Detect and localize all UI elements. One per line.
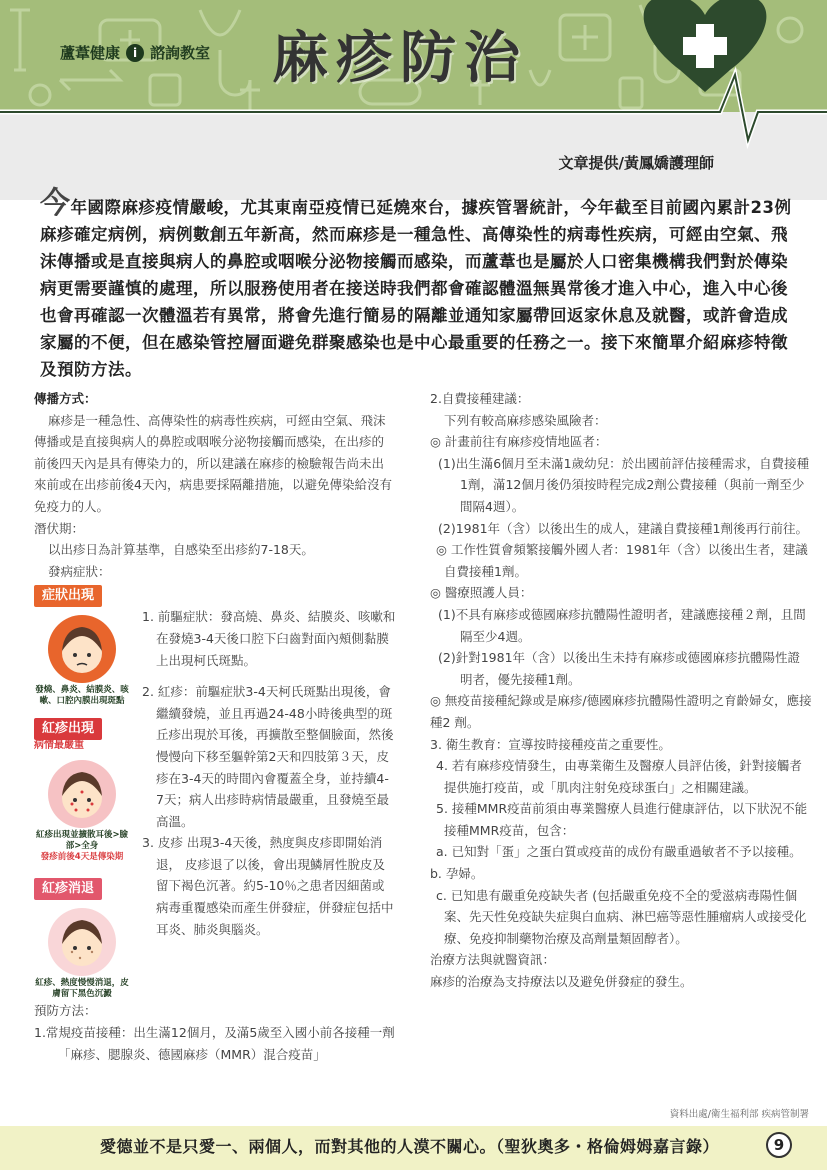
left-column [34, 388, 396, 1065]
intro-paragraph [40, 186, 792, 383]
intro-text: 年國際麻疹疫情嚴峻，尤其東南亞疫情已延燒來台，據疾管署統計，今年截至目前國內累計23例麻疹確定病例，病例數創五年新高，然而麻疹是一種急性、高傳染性的病毒性疾病，可經由空氣、飛沫傳播或是直接與病人的鼻腔或咽喉分泌物接觸而感染，而蘆葦也是屬於人口密集機構我們對於傳染病更需要謹慎的處理，所以服務使用者在接送時我們都會確認體溫無異常後才進入中心，進入中心後也會再確認一次體溫若有異常，將會先進行簡易的隔離並通知家屬帶回返家休息及就醫，或許會造成家屬的不便，但在感染管控層面避免群聚感染也是中心最重要的任務之一。接下來簡單介紹麻疹特徵及預防方法。 [40, 198, 792, 379]
mmr-item: 5. 接種MMR疫苗前須由專業醫療人員進行健康評估，以下狀況不能接種MMR疫苗，包含： [436, 801, 808, 838]
page-number: 9 [766, 1132, 792, 1158]
self-paid-heading: 2.自費接種建議： [430, 391, 530, 406]
symptoms-heading: 發病症狀： [48, 563, 111, 579]
right-column [430, 388, 812, 993]
symptom-item-2: 2. 紅疹：前驅症狀3-4天柯氏斑點出現後，會繼續發燒，並且再過24-48小時後典型的斑丘疹出現於耳後，再擴散至整個臉面，然後慢慢向下移至軀幹第2天和四肢第３天，皮疹在3-4天的時間內會覆蓋全身，並持續4-7天；病人出疹時病情最嚴重，且發燒至最高溫。 [142, 684, 394, 829]
symptom-item-3: 3. 皮疹 出現3-4天後，熱度與皮疹即開始消退， 皮疹退了以後，會出現鱗屑性脫皮及留下褐色沉著。約5-10％之患者因細菌或病毒重覆感染而產生併發症，併發症包括中耳炎、肺炎與腦炎。 [142, 835, 394, 937]
travel-item-2: (2)1981年（含）以後出生的成人，建議自費接種1劑後再行前往。 [438, 520, 808, 536]
symptom-block [34, 584, 396, 1000]
transmission-text: 麻疹是一種急性、高傳染性的病毒性疾病，可經由空氣、飛沫傳播或是直接與病人的鼻腔或咽喉分泌物接觸而感染，在出疹的前後四天內是具有傳染力的，所以建議在麻疹的檢驗報告尚未出來前或在出疹前後4天內，病患要採隔離措施，以避免傳染給沒有免疫力的人。 [34, 412, 392, 514]
header-banner [0, 0, 827, 112]
self-paid-intro: 下列有較高麻疹感染風險者： [444, 412, 607, 428]
medical-item-1: (1)不具有麻疹或德國麻疹抗體陽性證明者，建議應接種２劑，且間隔至少4週。 [438, 606, 806, 644]
incubation-text: 以出疹日為計算基準，自感染至出疹約7-18天。 [48, 542, 314, 558]
page-title: 麻疹防治 [272, 25, 528, 91]
symptom-list [142, 584, 396, 1000]
education-item: 3. 衛生教育：宣導按時接種疫苗之重要性。 [430, 736, 671, 752]
sick-child-icon [44, 613, 120, 685]
stage-3-caption: 紅疹、熱度慢慢消退，皮膚留下黑色沉澱 [35, 978, 129, 1000]
brand-sub: 諮詢教室 [150, 44, 211, 62]
medical-item-2: (2)針對1981年（含）以後出生未持有麻疹或德國麻疹抗體陽性證明者，優先接種1劑。 [438, 650, 801, 687]
medical-group: ◎ 醫療照護人員： [430, 585, 533, 601]
mmr-item-c: c. 已知患有嚴重免疫缺失者 (包括嚴重免疫不全的愛滋病毒陽性個案、先天性免疫缺失症與白血病、淋巴癌等惡性腫瘤病人或接受化療、免疫抑制藥物治療及高劑量類固醇者）。 [436, 887, 807, 946]
stage-2-caption: 紅疹出現並擴散耳後>臉部>全身 [35, 830, 129, 852]
incubation-heading: 潛伏期： [34, 520, 85, 536]
author-credit: 文章提供/黃鳳嬌護理師 [558, 154, 714, 172]
mmr-item-b: b. 孕婦。 [430, 866, 484, 882]
symptom-figures [34, 584, 142, 1000]
stage-2-tag: 紅疹出現 [34, 718, 102, 740]
intro-dropcap: 今 [40, 186, 71, 221]
stage-1-caption: 發燒、鼻炎、結膜炎、咳嗽、口腔內膜出現斑點 [35, 685, 129, 707]
work-group: ◎ 工作性質會頻繁接觸外國人者：1981年（含）以後出生者，建議自費接種1劑。 [436, 542, 808, 579]
treatment-text: 麻疹的治療為支持療法以及避免併發症的發生。 [430, 974, 693, 990]
figure-stage-1 [34, 584, 142, 707]
recovering-child-icon [44, 906, 120, 978]
brand-name: 蘆葦健康 [60, 44, 121, 62]
rash-child-icon [44, 758, 120, 830]
mmr-item-a: a. 已知對「蛋」之蛋白質或疫苗的成份有嚴重過敏者不予以接種。 [436, 844, 802, 860]
travel-item-1: (1)出生滿6個月至未滿1歲幼兒：於出國前評估接種需求，自費接種1劑，滿12個月後仍須按時程完成2劑公費接種（與前一劑至少間隔4週）。 [438, 455, 810, 514]
figure-stage-3 [34, 877, 142, 1000]
women-group: ◎ 無疫苗接種紀錄或是麻疹/德國麻疹抗體陽性證明之育齡婦女，應接種2 劑。 [430, 693, 812, 730]
symptom-item-1: 1. 前驅症狀：發高燒、鼻炎、結膜炎、咳嗽和在發燒3-4天後口腔下臼齒對面內頰側黏膜上出現柯氏斑點。 [142, 609, 396, 668]
figure-stage-2 [34, 717, 142, 863]
stage-2-caption-2: 發疹前後4天是傳染期 [40, 852, 124, 863]
stage-3-tag: 紅疹消退 [34, 878, 102, 900]
info-icon: i [126, 44, 144, 62]
travel-group: ◎ 計畫前往有麻疹疫情地區者： [430, 434, 608, 450]
brand-label [60, 42, 210, 63]
treatment-heading: 治療方法與就醫資訊： [430, 952, 556, 968]
prevention-heading: 預防方法： [34, 1003, 97, 1019]
stage-1-tag: 症狀出現 [34, 585, 102, 607]
outbreak-item: 4. 若有麻疹疫情發生，由專業衛生及醫療人員評估後，針對接觸者提供施打疫苗，或「肌肉注射免疫球蛋白」之相關建議。 [436, 758, 802, 795]
footer-bar [0, 1126, 827, 1170]
prevention-item-1: 1.常規疫苗接種：出生滿12個月，及滿5歲至入國小前各接種一劑「麻疹、腮腺炎、德國麻疹（MMR）混合疫苗」 [34, 1024, 395, 1062]
stage-2-subtag: 病情最嚴重 [34, 740, 84, 752]
footer-motto: 愛德並不是只愛一、兩個人，而對其他的人漠不關心。（聖狄奧多・格倫姆姆嘉言錄） [100, 1137, 720, 1156]
transmission-heading: 傳播方式： [34, 391, 97, 406]
source-note: 資料出處/衛生福利部 疾病管制署 [669, 1109, 809, 1120]
